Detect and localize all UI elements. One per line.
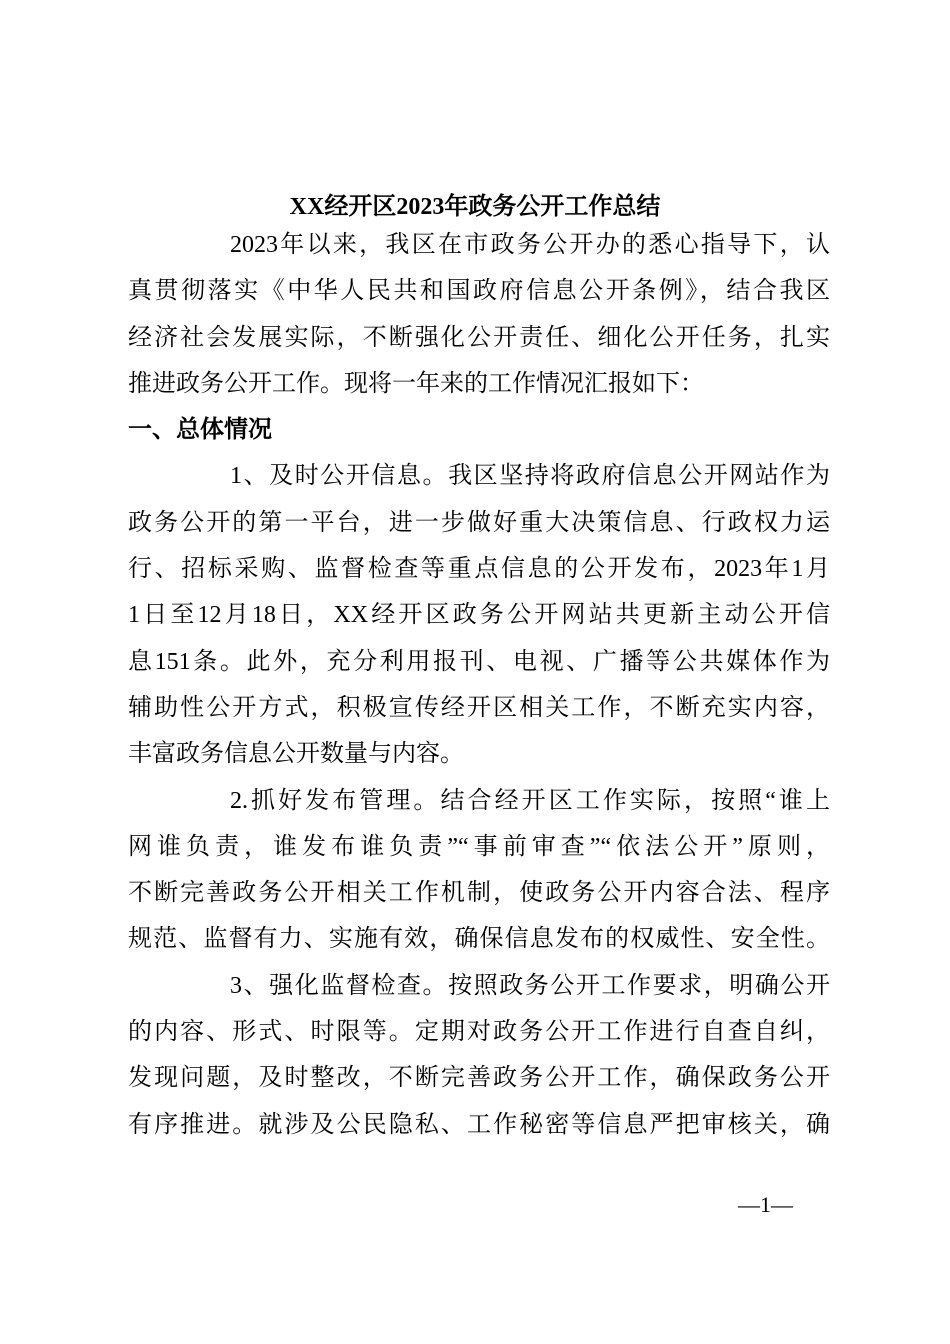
text-line: 3、强化监督检查。按照政务公开工作要求，明确公开 [230,972,830,999]
text-line: 发现问题，及时整改，不断完善政务公开工作，确保政务公开 [128,1065,830,1092]
text-line: 辅助性公开方式，积极宣传经开区相关工作，不断充实内容， [128,694,830,721]
text-line: 有序推进。就涉及公民隐私、工作秘密等信息严把审核关，确 [128,1111,830,1138]
document-body [128,228,830,1154]
section-heading: 一、总体情况 [128,417,272,444]
text-line: 1、及时公开信息。我区坚持将政府信息公开网站作为 [230,463,830,490]
text-line: 政务公开的第一平台，进一步做好重大决策信息、行政权力运 [128,509,830,536]
text-line: 1日至12月18日，XX经开区政务公开网站共更新主动公开信 [128,602,830,629]
document-title: XX经开区2023年政务公开工作总结 [289,194,661,220]
text-line: 2023年以来，我区在市政务公开办的悉心指导下，认 [230,232,830,258]
text-line: 推进政务公开工作。现将一年来的工作情况汇报如下： [128,370,704,397]
text-line: 经济社会发展实际，不断强化公开责任、细化公开任务，扎实 [128,324,830,351]
text-line: 规范、监督有力、实施有效，确保信息发布的权威性、安全性。 [128,926,830,953]
text-line: 真贯彻落实《中华人民共和国政府信息公开条例》，结合我区 [128,278,830,305]
text-line: 2.抓好发布管理。结合经开区工作实际，按照“谁上 [230,787,830,814]
text-line: 不断完善政务公开相关工作机制，使政务公开内容合法、程序 [128,880,830,907]
text-line: 丰富政务信息公开数量与内容。 [128,741,464,768]
page-number: —1— [738,1192,793,1217]
text-line: 的内容、形式、时限等。定期对政务公开工作进行自查自纠， [128,1019,830,1046]
text-line: 行、招标采购、监督检查等重点信息的公开发布，2023年1月 [128,556,830,583]
text-line: 息151条。此外，充分利用报刊、电视、广播等公共媒体作为 [128,648,830,675]
text-line: 网谁负责，谁发布谁负责”“事前审查”“依法公开”原则， [128,833,830,860]
